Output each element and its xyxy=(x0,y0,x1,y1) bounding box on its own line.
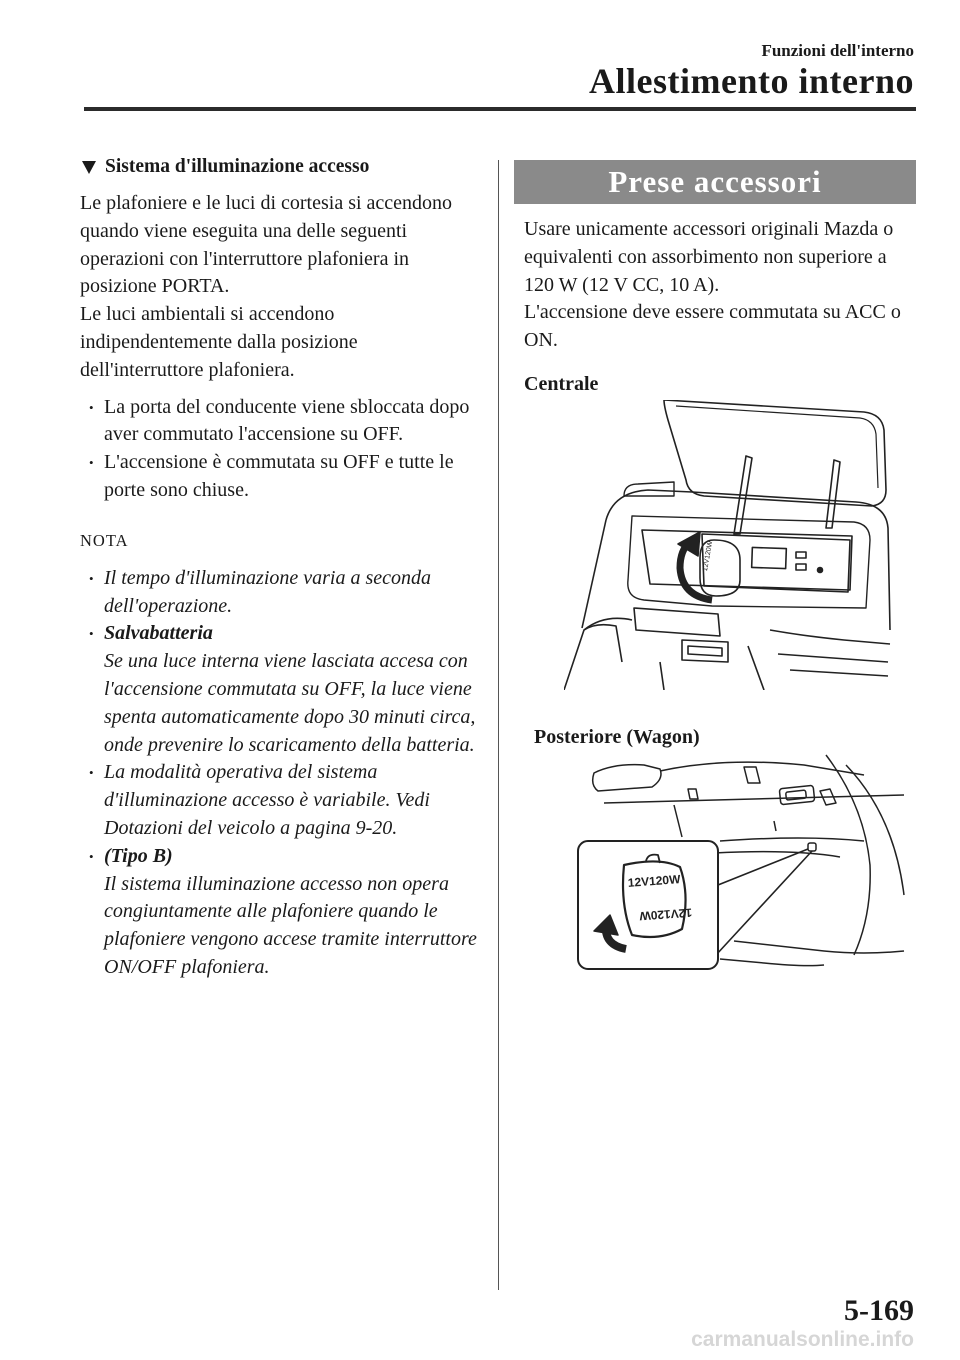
note-item-title: Salvabatteria xyxy=(104,622,213,645)
header-rule xyxy=(84,107,916,111)
left-column xyxy=(80,156,480,982)
running-section-title: Funzioni dell'interno xyxy=(761,41,914,60)
ignition-paragraph: L'accensione deve essere commutata su ACC o ON. xyxy=(524,301,901,352)
page-number: 5-169 xyxy=(844,1294,914,1327)
list-item: • L'accensione è commutata su OFF e tutte le porte sono chiuse. xyxy=(80,449,480,505)
figure-label-center: Centrale xyxy=(524,372,599,395)
socket-rating-label: 12V120W xyxy=(701,540,715,572)
chapter-title: Allestimento interno xyxy=(589,61,914,101)
intro-paragraph: Le plafoniere e le luci di cortesia si accendono quando viene eseguita una delle seguenti operazioni con l'interruttore plafoniera in posizione PORTA. xyxy=(80,192,453,298)
ambient-paragraph: Le luci ambientali si accendono indipendentemente dalla posizione dell'interruttore plafoniera. xyxy=(80,303,358,381)
note-item xyxy=(80,620,480,759)
note-item: • La modalità operativa del sistema d'illuminazione accesso è variabile. Vedi Dotazioni del veicolo a pagina 9-20. xyxy=(80,759,480,842)
section-heading xyxy=(80,156,480,178)
triangle-marker-icon xyxy=(82,161,96,174)
cap-rating-label-inverted: 12V120W xyxy=(638,905,693,924)
watermark: carmanualsonline.info xyxy=(691,1328,914,1351)
center-console-illustration xyxy=(564,400,904,690)
column-divider xyxy=(498,160,499,1290)
note-item: • Il tempo d'illuminazione varia a seconda dell'operazione. xyxy=(80,565,480,621)
rear-cargo-illustration xyxy=(564,745,914,985)
note-item xyxy=(80,843,480,982)
note-item-body: Il sistema illuminazione accesso non opera congiuntamente alle plafoniere quando le plafoniere vengono accese tramite interruttore ON/OFF plafoniera. xyxy=(104,872,477,978)
note-list xyxy=(80,565,480,982)
note-label: NOTA xyxy=(80,530,129,550)
note-item-body: Se una luce interna viene lasciata accesa con l'accensione commutata su OFF, la luce viene spenta automaticamente dopo 30 minuti circa, onde prevenire lo scaricamento della batteria. xyxy=(104,650,476,756)
note-item-title: (Tipo B) xyxy=(104,844,173,867)
section-banner: Prese accessori xyxy=(514,160,916,204)
section-heading-text: Sistema d'illuminazione accesso xyxy=(105,156,370,177)
right-column xyxy=(514,160,916,924)
list-item: • La porta del conducente viene sbloccata dopo aver commutato l'accensione su OFF. xyxy=(80,394,480,450)
cap-rating-label: 12V120W xyxy=(627,872,681,890)
condition-list xyxy=(80,394,480,505)
accessory-paragraph: Usare unicamente accessori originali Mazda o equivalenti con assorbimento non superiore a 120 W (12 V CC, 10 A). xyxy=(524,218,894,296)
figure-label-rear: Posteriore (Wagon) xyxy=(534,726,700,748)
